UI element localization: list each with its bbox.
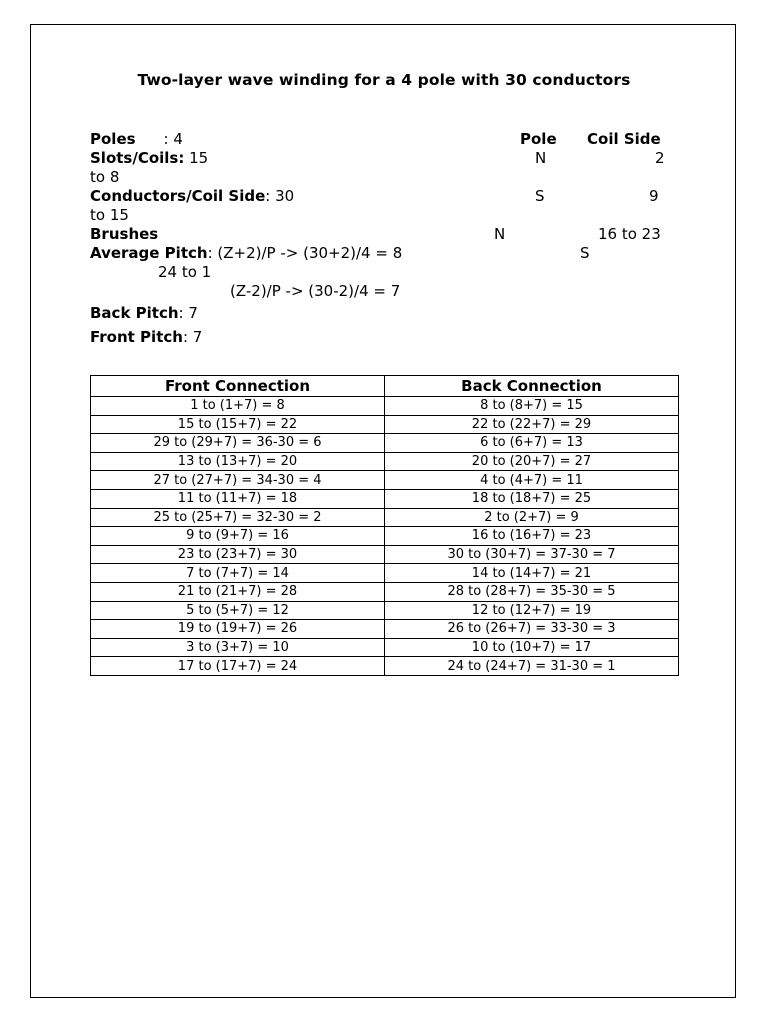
slots-wrap-text: to 8	[90, 168, 120, 186]
brushes-label: Brushes	[90, 225, 159, 243]
table-row	[91, 657, 679, 676]
table-row	[91, 638, 679, 657]
coil-side-cell: 2	[655, 149, 665, 167]
average-pitch-label: Average Pitch	[90, 244, 208, 262]
poles-value: : 4	[163, 130, 183, 148]
coil-side-cell: 16 to 23	[598, 225, 661, 243]
back-connection-cell: 26 to (26+7) = 33-30 = 3	[385, 620, 679, 639]
table-row	[91, 415, 679, 434]
back-connection-cell: 16 to (16+7) = 23	[385, 527, 679, 546]
table-row	[91, 620, 679, 639]
pole-cell: N	[494, 225, 506, 243]
back-pitch-line	[90, 304, 198, 322]
poles-label: Poles	[90, 130, 136, 148]
back-connection-cell: 18 to (18+7) = 25	[385, 489, 679, 508]
front-connection-cell: 3 to (3+7) = 10	[91, 638, 385, 657]
slots-line	[90, 149, 208, 167]
front-connection-cell: 15 to (15+7) = 22	[91, 415, 385, 434]
back-connection-cell: 28 to (28+7) = 35-30 = 5	[385, 582, 679, 601]
front-connection-cell: 17 to (17+7) = 24	[91, 657, 385, 676]
front-connection-cell: 19 to (19+7) = 26	[91, 620, 385, 639]
back-connection-cell: 10 to (10+7) = 17	[385, 638, 679, 657]
front-connection-cell: 7 to (7+7) = 14	[91, 564, 385, 583]
front-pitch-value: : 7	[182, 328, 203, 346]
table-row	[91, 471, 679, 490]
average-wrap-text: 24 to 1	[158, 263, 212, 281]
back-pitch-value: : 7	[178, 304, 198, 322]
document-title: Two-layer wave winding for a 4 pole with 30 conductors	[137, 71, 631, 89]
pole-cell: N	[535, 149, 547, 167]
back-connection-cell: 24 to (24+7) = 31-30 = 1	[385, 657, 679, 676]
back-connection-cell: 12 to (12+7) = 19	[385, 601, 679, 620]
front-connection-cell: 23 to (23+7) = 30	[91, 545, 385, 564]
front-connection-cell: 29 to (29+7) = 36-30 = 6	[91, 434, 385, 453]
table-row	[91, 545, 679, 564]
back-connection-cell: 4 to (4+7) = 11	[385, 471, 679, 490]
front-connection-cell: 11 to (11+7) = 18	[91, 489, 385, 508]
table-row	[91, 527, 679, 546]
table-row	[91, 397, 679, 416]
back-connection-cell: 8 to (8+7) = 15	[385, 397, 679, 416]
back-connection-cell: 22 to (22+7) = 29	[385, 415, 679, 434]
front-connection-cell: 25 to (25+7) = 32-30 = 2	[91, 508, 385, 527]
coil-side-cell: 9	[649, 187, 659, 205]
conductors-wrap-text: to 15	[90, 206, 129, 224]
connection-table	[90, 375, 679, 676]
table-row	[91, 582, 679, 601]
front-pitch-line	[90, 328, 202, 346]
slots-value: 15	[184, 149, 209, 167]
average-pitch-value: : (Z+2)/P -> (30+2)/4 = 8	[207, 244, 403, 262]
table-row	[91, 489, 679, 508]
front-connection-cell: 21 to (21+7) = 28	[91, 582, 385, 601]
conductors-value: : 30	[265, 187, 295, 205]
front-connection-header: Front Connection	[91, 376, 385, 397]
front-connection-cell: 13 to (13+7) = 20	[91, 452, 385, 471]
table-row	[91, 434, 679, 453]
connection-table-body	[91, 397, 679, 676]
back-connection-cell: 6 to (6+7) = 13	[385, 434, 679, 453]
table-header-row	[91, 376, 679, 397]
front-connection-cell: 9 to (9+7) = 16	[91, 527, 385, 546]
back-connection-cell: 14 to (14+7) = 21	[385, 564, 679, 583]
table-row	[91, 564, 679, 583]
front-connection-cell: 5 to (5+7) = 12	[91, 601, 385, 620]
coil-side-header: Coil Side	[587, 130, 661, 148]
conductors-line	[90, 187, 294, 205]
pole-cell: S	[535, 187, 545, 205]
back-connection-cell: 20 to (20+7) = 27	[385, 452, 679, 471]
front-connection-cell: 1 to (1+7) = 8	[91, 397, 385, 416]
average-pitch-line	[90, 244, 402, 262]
table-row	[91, 508, 679, 527]
pole-cell: S	[580, 244, 590, 262]
pole-header: Pole	[520, 130, 557, 148]
slots-label: Slots/Coils:	[90, 149, 185, 167]
poles-line	[90, 130, 183, 148]
back-connection-header: Back Connection	[385, 376, 679, 397]
table-row	[91, 452, 679, 471]
average-alt-formula: (Z-2)/P -> (30-2)/4 = 7	[230, 282, 401, 300]
front-connection-cell: 27 to (27+7) = 34-30 = 4	[91, 471, 385, 490]
back-connection-cell: 2 to (2+7) = 9	[385, 508, 679, 527]
back-pitch-label: Back Pitch	[90, 304, 179, 322]
back-connection-cell: 30 to (30+7) = 37-30 = 7	[385, 545, 679, 564]
conductors-label: Conductors/Coil Side	[90, 187, 266, 205]
front-pitch-label: Front Pitch	[90, 328, 183, 346]
table-row	[91, 601, 679, 620]
